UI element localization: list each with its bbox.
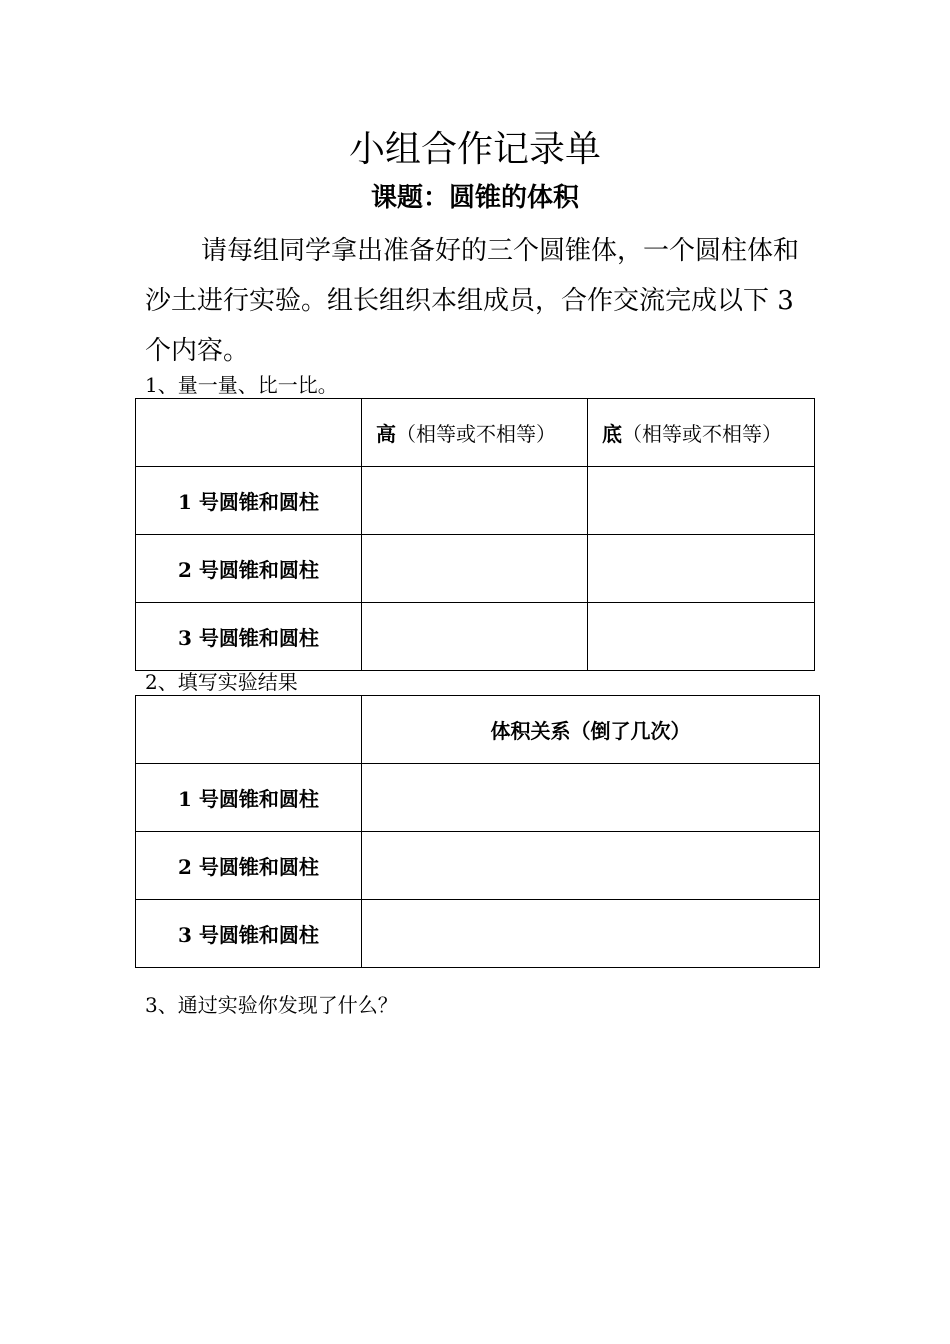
answer-cell[interactable] [362, 900, 820, 968]
answer-cell[interactable] [362, 535, 588, 603]
row-label: 3 号圆锥和圆柱 [136, 603, 362, 671]
answer-cell[interactable] [362, 764, 820, 832]
table-row [136, 764, 820, 832]
column-header-note: （相等或不相等） [622, 422, 782, 446]
answer-cell[interactable] [362, 467, 588, 535]
row-label: 2 号圆锥和圆柱 [136, 832, 362, 900]
column-header-note: （相等或不相等） [396, 422, 556, 446]
table-row [136, 900, 820, 968]
row-label: 1 号圆锥和圆柱 [136, 467, 362, 535]
row-label: 1 号圆锥和圆柱 [136, 764, 362, 832]
column-header-bold: 底 [602, 422, 622, 446]
row-label: 2 号圆锥和圆柱 [136, 535, 362, 603]
answer-cell[interactable] [362, 603, 588, 671]
answer-cell[interactable] [588, 535, 815, 603]
answer-cell[interactable] [588, 467, 815, 535]
section-3-label: 3、通过实验你发现了什么？ [145, 993, 398, 1017]
table-row [136, 467, 815, 535]
measure-compare-table [135, 398, 815, 671]
intro-paragraph: 请每组同学拿出准备好的三个圆锥体，一个圆柱体和沙土进行实验。组长组织本组成员，合作交流完成以下 3 个内容。 [145, 236, 800, 366]
table-row [136, 535, 815, 603]
lesson-subtitle: 课题：圆锥的体积 [370, 183, 579, 213]
page-title: 小组合作记录单 [348, 129, 601, 170]
answer-cell[interactable] [588, 603, 815, 671]
answer-cell[interactable] [362, 832, 820, 900]
column-header-height [362, 399, 588, 467]
section-1-label: 1、量一量、比一比。 [145, 373, 338, 397]
row-label: 3 号圆锥和圆柱 [136, 900, 362, 968]
table-header-row [136, 399, 815, 467]
corner-cell [136, 399, 362, 467]
column-header-bold: 高 [376, 422, 396, 446]
column-header-base [588, 399, 815, 467]
experiment-result-table [135, 695, 820, 968]
corner-cell [136, 696, 362, 764]
section-2-label: 2、填写实验结果 [145, 670, 298, 694]
column-header-volume: 体积关系（倒了几次） [362, 696, 820, 764]
table-row [136, 832, 820, 900]
table-row [136, 603, 815, 671]
table-header-row [136, 696, 820, 764]
